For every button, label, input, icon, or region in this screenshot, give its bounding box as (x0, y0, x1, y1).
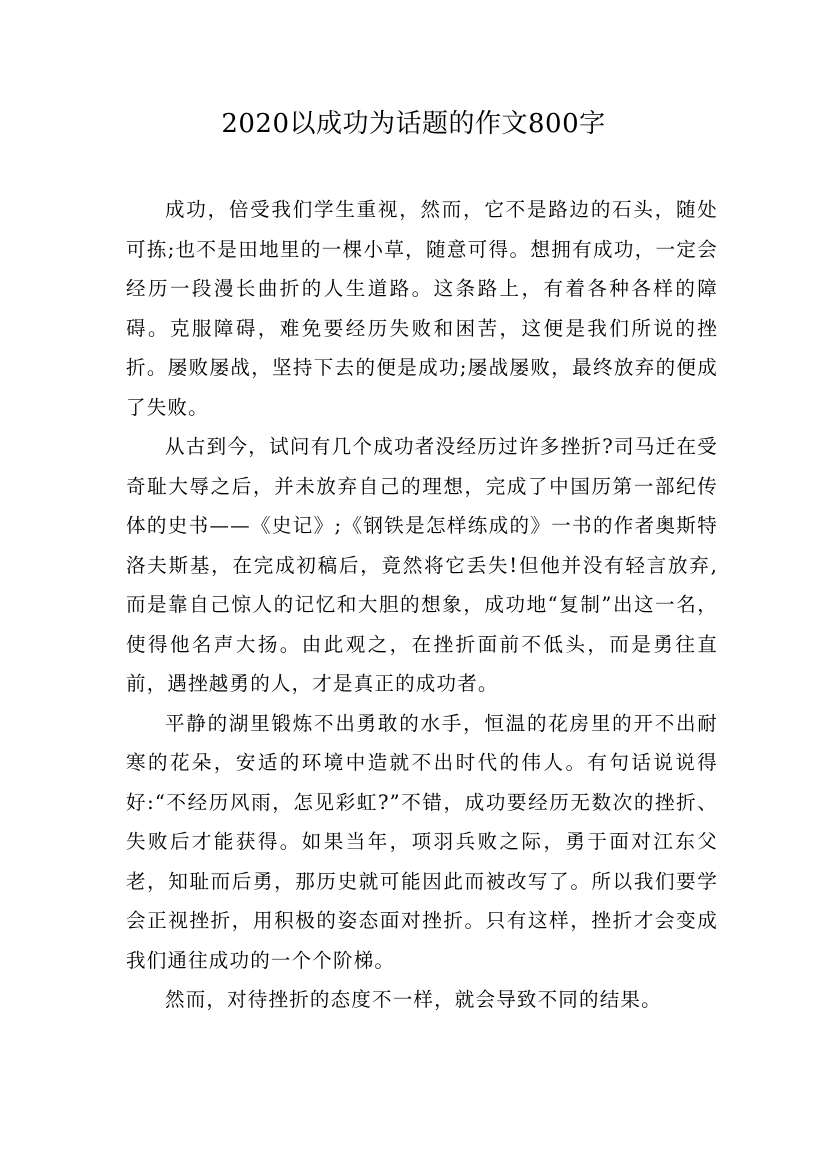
paragraph-1: 成功，倍受我们学生重视，然而，它不是路边的石头，随处可拣;也不是田地里的一棵小草，随意可得。想拥有成功，一定会经历一段漫长曲折的人生道路。这条路上，有着各种各样的障碍。克服障碍，难免要经历失败和困苦，这便是我们所说的挫折。屡败屡战，坚持下去的便是成功;屡战屡败，最终放弃的便成了失败。 (126, 198, 718, 419)
paragraph-4: 然而，对待挫折的态度不一样，就会导致不同的结果。 (165, 988, 662, 1011)
document-body (126, 190, 718, 1020)
document-title: 2020以成功为话题的作文800字 (221, 109, 606, 139)
paragraph-3: 平静的湖里锻炼不出勇敢的水手，恒温的花房里的开不出耐寒的花朵，安适的环境中造就不出时代的伟人。有句话说说得好:“不经历风雨，怎见彩虹?”不错，成功要经历无数次的挫折、失败后才能获得。如果当年，项羽兵败之际，勇于面对江东父老，知耻而后勇，那历史就可能因此而被改写了。所以我们要学会正视挫折，用积极的姿态面对挫折。只有这样，挫折才会变成我们通往成功的一个个阶梯。 (126, 711, 718, 972)
paragraph-2: 从古到今，试问有几个成功者没经历过许多挫折?司马迁在受奇耻大辱之后，并未放弃自己的理想，完成了中国历第一部纪传体的史书——《史记》;《钢铁是怎样练成的》一书的作者奥斯特洛夫斯基，在完成初稿后，竟然将它丢失!但他并没有轻言放弃,而是靠自己惊人的记忆和大胆的想象，成功地“复制”出这一名，使得他名声大扬。由此观之，在挫折面前不低头，而是勇往直前，遇挫越勇的人，才是真正的成功者。 (126, 435, 718, 695)
